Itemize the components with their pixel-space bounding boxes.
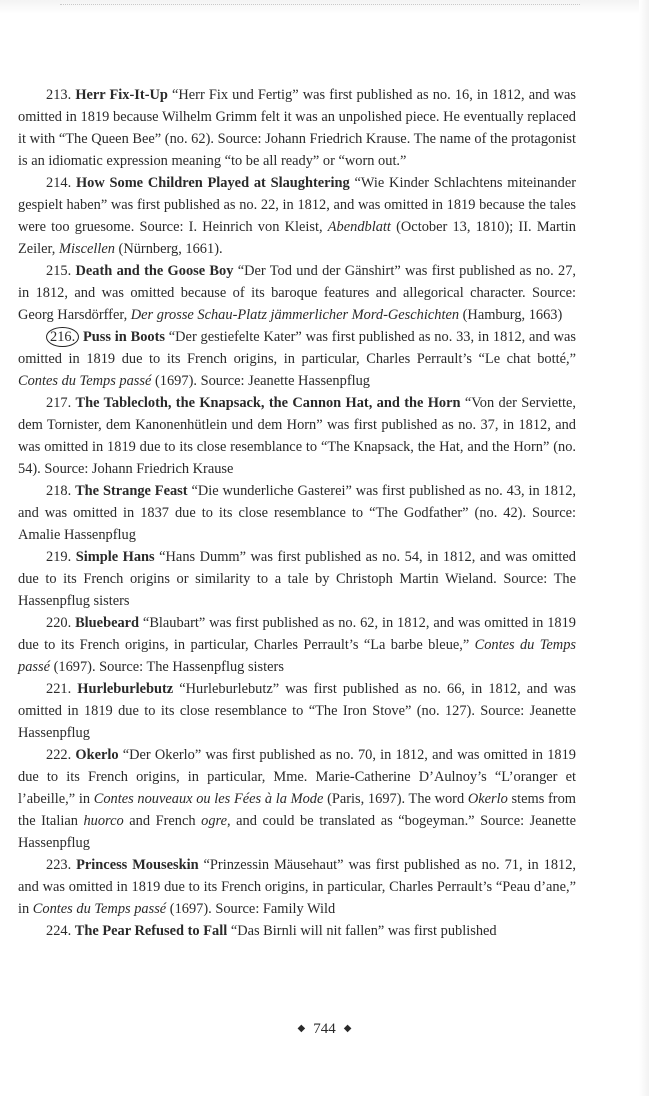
page-number: 744 [313,1021,336,1037]
note-number: 213. [46,87,72,103]
note-title: Simple Hans [75,549,155,565]
note-number: 223. [46,857,72,873]
note-text: “Wie Kinder Schlachtens miteinander gespielt haben” was first published as no. 22, in 1812, and was omitted in 1819 because the tales were too gruesome. Source: I. Heinrich von Kleist, [18,175,576,235]
note-italic-text: Contes du Temps passé [18,637,576,675]
note-title: Bluebeard [75,615,140,631]
note-text: (Nürnberg, 1661). [114,241,223,257]
note-title: The Pear Refused to Fall [74,923,228,939]
note-text: (Paris, 1697). The word [323,791,468,807]
page-footer [0,1021,649,1038]
note-text: “Der Okerlo” was first published as no. 70, in 1812, and was omitted in 1819 due to its French origins, in particular, Mme. Marie-Catherine D’Aulnoy’s “L’oranger et l’abeille,” in [18,747,576,807]
note-text: (October 13, 1810); II. Martin Zeiler, [18,219,576,257]
note-italic-text: Der grosse Schau-Platz jämmerlicher Mord-Geschichten [130,307,460,323]
note-italic-text: ogre [201,813,228,829]
note-entry [18,392,576,480]
note-number: 217. [46,395,72,411]
note-title: The Tablecloth, the Knapsack, the Cannon Hat, and the Horn [75,395,461,411]
note-title: Puss in Boots [83,329,165,345]
note-entry [18,480,576,546]
note-text: and French [123,813,202,829]
note-title: The Strange Feast [75,483,188,499]
note-title: Okerlo [75,747,119,763]
note-text: “Der Tod und der Gänshirt” was first published as no. 27, in 1812, and was omitted because of its baroque features and allegorical character. Source: Georg Harsdörffer, [18,263,576,323]
note-number: 221. [46,681,72,697]
note-title: How Some Children Played at Slaughtering [75,175,350,191]
note-entry [18,172,576,260]
note-italic-text: Contes du Temps passé [18,373,152,389]
note-title: Hurleburlebutz [77,681,174,697]
note-text: “Hurleburlebutz” was first published as no. 66, in 1812, and was omitted in 1819 due to its close resemblance to “The Iron Stove” (no. 127). Source: Jeanette Hassenpflug [18,681,576,741]
note-italic-text: Abendblatt [327,219,391,235]
scan-speckle [60,4,580,9]
note-entry [18,744,576,854]
note-number: 222. [46,747,72,763]
note-number: 219. [46,549,72,565]
note-number: 218. [46,483,72,499]
notes-text-block [18,84,576,942]
scan-edge-top [0,0,649,14]
note-number: 214. [46,175,72,191]
circled-note-number: 216. [46,327,79,347]
note-text: “Der gestiefelte Kater” was first published as no. 33, in 1812, and was omitted in 1819 due to its French origins, in particular, Charles Perrault’s “Le chat botté,” [18,329,577,367]
note-number: 224. [46,923,72,939]
note-entry [18,678,576,744]
note-number: 220. [46,615,72,631]
note-italic-text: Contes du Temps passé [32,901,167,917]
note-number: 215. [46,263,72,279]
note-text: (1697). Source: Family Wild [166,901,336,917]
note-text: “Blaubart” was first published as no. 62, in 1812, and was omitted in 1819 due to its French origins, in particular, Charles Perrault’s “La barbe bleue,” [18,615,576,653]
note-text: (Hamburg, 1663) [459,307,563,323]
note-text: “Prinzessin Mäusehaut” was first published as no. 71, in 1812, and was omitted in 1819 due to its French origins, in particular, Charles Perrault’s “Peau d’ane,” in [18,857,576,917]
note-text: “Die wunderliche Gasterei” was first published as no. 43, in 1812, and was omitted in 1837 due to its close resemblance to “The Godfather” (no. 42). Source: Amalie Hassenpflug [18,483,576,543]
note-italic-text: Contes nouveaux ou les Fées à la Mode [93,791,324,807]
ornament-left-icon: ◆ [297,1023,306,1034]
note-title: Death and the Goose Boy [75,263,234,279]
note-entry [18,854,576,920]
note-text: stems from the Italian [18,791,576,829]
note-text: (1697). Source: The Hassenpflug sisters [49,659,284,675]
note-entry [18,612,576,678]
ornament-right-icon: ◆ [343,1023,352,1034]
scan-edge-right [639,0,649,1096]
note-title: Herr Fix-It-Up [75,87,168,103]
note-text: “Herr Fix und Fertig” was first published as no. 16, in 1812, and was omitted in 1819 because Wilhelm Grimm felt it was an unpolished piece. He eventually replaced it with “The Queen Bee” (no. 62). Source: Johann Friedrich Krause. The name of the protagonist is an idiomatic expression meaning “to be all ready” or “worn out.” [18,87,576,169]
note-italic-text: Okerlo [467,791,508,807]
note-text: , and could be translated as “bogeyman.” Source: Jeanette Hassenpflug [18,813,576,851]
note-italic-text: huorco [83,813,124,829]
note-entry [18,84,576,172]
note-text: “Hans Dumm” was first published as no. 54, in 1812, and was omitted due to its French origins or similarity to a tale by Christoph Martin Wieland. Source: The Hassenpflug sisters [18,549,576,609]
note-text: (1697). Source: Jeanette Hassenpflug [151,373,370,389]
note-entry [18,920,576,942]
note-entry [18,546,576,612]
note-entry [18,260,576,326]
note-title: Princess Mouseskin [76,857,199,873]
note-text: “Von der Serviette, dem Tornister, dem Kanonenhütlein und dem Horn” was first published as no. 37, in 1812, and was omitted in 1819 due to its close resemblance to “The Knapsack, the Hat, and the Horn” (no. 54). Source: Johann Friedrich Krause [18,395,576,477]
note-text: “Das Birnli will nit fallen” was first published [227,923,497,939]
note-entry [18,326,576,392]
note-italic-text: Miscellen [58,241,115,257]
